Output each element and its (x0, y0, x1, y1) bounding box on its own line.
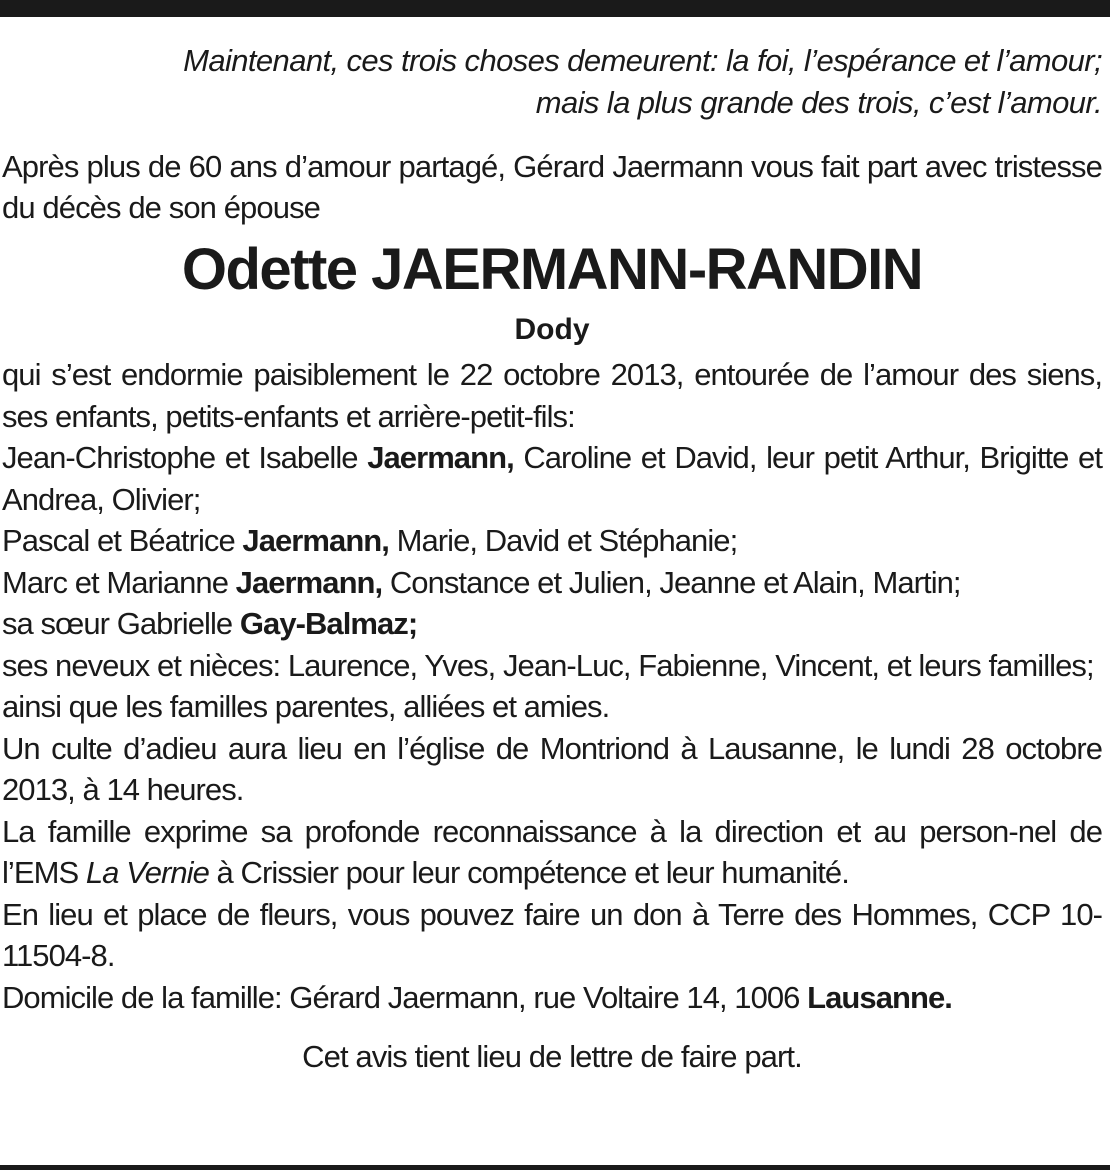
domicile-text (2, 977, 1102, 1019)
deceased-name: Odette JAERMANN-RANDIN (181, 237, 923, 302)
sister-line (2, 603, 1102, 645)
donation-text: En lieu et place de fleurs, vous pouvez faire un don à Terre des Hommes, CCP 10-11504-8. (2, 896, 1102, 973)
family-2-descendants: Marie, David et Stéphanie; (388, 523, 738, 558)
sister-first-name: sa sœur Gabrielle (2, 606, 240, 641)
intro-text: Après plus de 60 ans d’amour partagé, Gérard Jaermann vous fait part avec tristesse du décès de son épouse (2, 149, 1102, 225)
family-line-2 (2, 520, 1102, 562)
domicile-city: Lausanne. (807, 979, 952, 1015)
thanks-before: La famille exprime sa profonde reconnaissance à la direction et au person-nel de l’EMS (2, 813, 1102, 890)
nephews-line: ses neveux et nièces: Laurence, Yves, Jean-Luc, Fabienne, Vincent, et leurs familles; (2, 647, 1094, 683)
passing-text: qui s’est endormie paisiblement le 22 octobre 2013, entourée de l’amour des siens, ses enfants, petits-enfants et arrière-petit-fils: (2, 357, 1102, 434)
quote-line-2: mais la plus grande des trois, c’est l’amour. (535, 85, 1102, 120)
family-line-3 (2, 562, 1102, 604)
family-3-first-names: Marc et Marianne (2, 564, 236, 600)
notice-body (2, 354, 1102, 1018)
relatives-line: ainsi que les familles parentes, alliées et amies. (2, 689, 610, 724)
thanks-text (2, 811, 1102, 894)
family-2-surname: Jaermann, (242, 523, 389, 558)
deceased-nickname: Dody (514, 313, 590, 346)
service-text: Un culte d’adieu aura lieu en l’église de Montriond à Lausanne, le lundi 28 octobre 2013, à 14 heures. (2, 730, 1102, 807)
family-2-first-names: Pascal et Béatrice (2, 523, 243, 558)
family-3-descendants: Constance et Julien, Jeanne et Alain, Martin; (382, 564, 961, 600)
death-notice (2, 40, 1102, 1077)
domicile-address: Domicile de la famille: Gérard Jaermann, rue Voltaire 14, 1006 (2, 979, 808, 1015)
bottom-rule (0, 1165, 1110, 1170)
footer-note: Cet avis tient lieu de lettre de faire part. (302, 1039, 802, 1074)
thanks-after: à Crissier pour leur compétence et leur humanité. (208, 855, 849, 890)
family-1-descendants: Caroline et David, leur petit Arthur, Brigitte et Andrea, Olivier; (2, 440, 1102, 517)
bible-quote (2, 40, 1102, 124)
family-1-surname: Jaermann, (367, 440, 514, 475)
family-1-first-names: Jean-Christophe et Isabelle (2, 440, 368, 475)
ems-name: La Vernie (85, 855, 209, 890)
top-rule (0, 0, 1110, 17)
sister-surname: Gay-Balmaz; (239, 606, 418, 641)
quote-line-1: Maintenant, ces trois choses demeurent: la foi, l’espérance et l’amour; (183, 43, 1102, 78)
family-line-1 (2, 437, 1102, 520)
family-3-surname: Jaermann, (235, 564, 383, 600)
